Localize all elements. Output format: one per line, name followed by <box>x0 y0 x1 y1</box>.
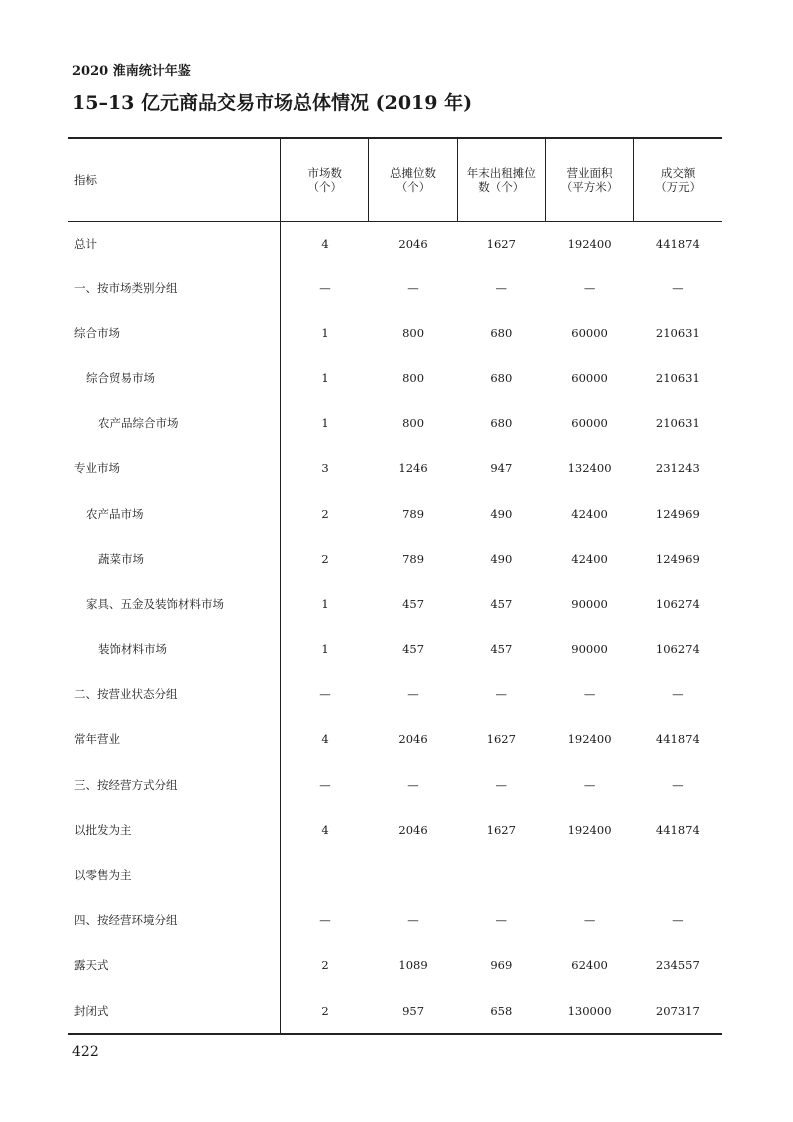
row-label: 农产品市场 <box>68 491 281 536</box>
cell-value: 1 <box>321 416 329 431</box>
cell-value: 192400 <box>567 732 612 747</box>
cell-value: 800 <box>402 416 425 431</box>
cell-value: 680 <box>490 325 513 340</box>
cell-value: 1627 <box>486 236 516 251</box>
cell-value: 60000 <box>571 325 608 340</box>
cell-value: 1089 <box>398 958 428 973</box>
table-row <box>68 355 722 400</box>
row-label: 农产品综合市场 <box>68 401 281 446</box>
cell-value: 658 <box>490 1003 513 1018</box>
cell-value: 2 <box>321 958 329 973</box>
table-header-row <box>68 138 722 222</box>
cell-value: — <box>407 777 419 792</box>
column-header-indicator: 指标 <box>68 138 281 222</box>
table-row <box>68 852 722 897</box>
cell-value: 457 <box>402 596 425 611</box>
cell-value: 490 <box>490 551 513 566</box>
table-row <box>68 762 722 807</box>
cell-value: 1627 <box>486 822 516 837</box>
row-label: 装饰材料市场 <box>68 627 281 672</box>
cell-value: 441874 <box>655 732 700 747</box>
cell-value: 90000 <box>571 642 608 657</box>
table-row <box>68 672 722 717</box>
cell-value: 2046 <box>398 236 428 251</box>
cell-value: 124969 <box>655 506 700 521</box>
column-header-business-area: 营业面积 （平方米） <box>545 138 633 222</box>
table-body <box>68 222 722 1035</box>
cell-value: 680 <box>490 416 513 431</box>
cell-value: — <box>319 777 331 792</box>
table-row <box>68 627 722 672</box>
row-label: 总计 <box>68 222 281 266</box>
cell-value: 457 <box>490 642 513 657</box>
cell-value: 2046 <box>398 822 428 837</box>
cell-value: 231243 <box>655 461 700 476</box>
cell-value: 800 <box>402 370 425 385</box>
cell-value: 1 <box>321 596 329 611</box>
cell-value <box>281 852 369 897</box>
cell-value: 4 <box>321 236 329 251</box>
cell-value: 62400 <box>571 958 608 973</box>
table-row <box>68 898 722 943</box>
table-row <box>68 222 722 266</box>
cell-value: 1 <box>321 370 329 385</box>
cell-value <box>369 852 457 897</box>
table-row <box>68 581 722 626</box>
cell-value <box>634 852 722 897</box>
cell-value: 957 <box>402 1003 425 1018</box>
row-label: 露天式 <box>68 943 281 988</box>
cell-value: 210631 <box>655 370 700 385</box>
table-row <box>68 943 722 988</box>
cell-value: 789 <box>402 551 425 566</box>
cell-value: 132400 <box>567 461 612 476</box>
cell-value <box>457 852 545 897</box>
cell-value: 90000 <box>571 596 608 611</box>
statistics-table <box>68 137 722 1035</box>
cell-value: — <box>672 280 684 295</box>
cell-value: 1 <box>321 325 329 340</box>
cell-value: 60000 <box>571 370 608 385</box>
table-row <box>68 401 722 446</box>
cell-value: — <box>319 280 331 295</box>
row-label: 家具、五金及装饰材料市场 <box>68 581 281 626</box>
cell-value: 2 <box>321 1003 329 1018</box>
table-row <box>68 717 722 762</box>
cell-value: 3 <box>321 461 329 476</box>
cell-value: 441874 <box>655 822 700 837</box>
table-row <box>68 491 722 536</box>
cell-value: — <box>407 913 419 928</box>
cell-value: — <box>583 280 596 295</box>
cell-value: — <box>407 280 419 295</box>
cell-value: 800 <box>402 325 425 340</box>
cell-value: — <box>319 913 331 928</box>
table-row <box>68 536 722 581</box>
cell-value: — <box>583 687 596 702</box>
cell-value: 130000 <box>567 1003 612 1018</box>
cell-value: 680 <box>490 370 513 385</box>
cell-value: 4 <box>321 822 329 837</box>
row-label: 封闭式 <box>68 988 281 1034</box>
cell-value: — <box>583 777 596 792</box>
table-row <box>68 988 722 1034</box>
cell-value: 42400 <box>571 551 608 566</box>
row-label: 常年营业 <box>68 717 281 762</box>
cell-value: — <box>319 687 331 702</box>
table-row <box>68 265 722 310</box>
cell-value: 2046 <box>398 732 428 747</box>
cell-value: 210631 <box>655 325 700 340</box>
cell-value: 441874 <box>655 236 700 251</box>
column-header-total-stalls: 总摊位数 （个） <box>369 138 457 222</box>
cell-value: 234557 <box>655 958 700 973</box>
row-label: 四、按经营环境分组 <box>68 898 281 943</box>
cell-value: 1246 <box>398 461 428 476</box>
table-row <box>68 310 722 355</box>
cell-value: 192400 <box>567 822 612 837</box>
cell-value: — <box>672 777 684 792</box>
cell-value: — <box>495 913 508 928</box>
cell-value: 2 <box>321 551 329 566</box>
row-label: 二、按营业状态分组 <box>68 672 281 717</box>
column-header-market-count: 市场数 （个） <box>281 138 369 222</box>
cell-value: 106274 <box>655 642 700 657</box>
cell-value: 124969 <box>655 551 700 566</box>
cell-value: 60000 <box>571 416 608 431</box>
row-label: 三、按经营方式分组 <box>68 762 281 807</box>
row-label: 专业市场 <box>68 446 281 491</box>
running-head: 2020 淮南统计年鉴 <box>72 64 191 79</box>
column-header-rented-stalls: 年末出租摊位 数（个） <box>457 138 545 222</box>
cell-value: 947 <box>490 461 513 476</box>
cell-value: — <box>495 777 508 792</box>
cell-value: 969 <box>490 958 513 973</box>
cell-value: — <box>583 913 596 928</box>
cell-value: — <box>672 913 684 928</box>
cell-value: 192400 <box>567 236 612 251</box>
cell-value: 457 <box>490 596 513 611</box>
cell-value: 1627 <box>486 732 516 747</box>
cell-value: 1 <box>321 642 329 657</box>
cell-value: 457 <box>402 642 425 657</box>
cell-value: 2 <box>321 506 329 521</box>
table-row <box>68 446 722 491</box>
cell-value: — <box>495 280 508 295</box>
table-title: 15–13 亿元商品交易市场总体情况 (2019 年) <box>72 92 473 114</box>
cell-value: 210631 <box>655 416 700 431</box>
row-label: 蔬菜市场 <box>68 536 281 581</box>
cell-value: 106274 <box>655 596 700 611</box>
row-label: 综合贸易市场 <box>68 355 281 400</box>
row-label: 以批发为主 <box>68 807 281 852</box>
row-label: 一、按市场类别分组 <box>68 265 281 310</box>
cell-value: — <box>672 687 684 702</box>
cell-value: — <box>495 687 508 702</box>
cell-value: 490 <box>490 506 513 521</box>
cell-value: 42400 <box>571 506 608 521</box>
row-label: 以零售为主 <box>68 852 281 897</box>
cell-value: 789 <box>402 506 425 521</box>
cell-value: 4 <box>321 732 329 747</box>
cell-value <box>545 852 633 897</box>
cell-value: 207317 <box>655 1003 700 1018</box>
page-number: 422 <box>72 1044 99 1060</box>
column-header-turnover: 成交额 （万元） <box>634 138 722 222</box>
row-label: 综合市场 <box>68 310 281 355</box>
cell-value: — <box>407 687 419 702</box>
table-row <box>68 807 722 852</box>
